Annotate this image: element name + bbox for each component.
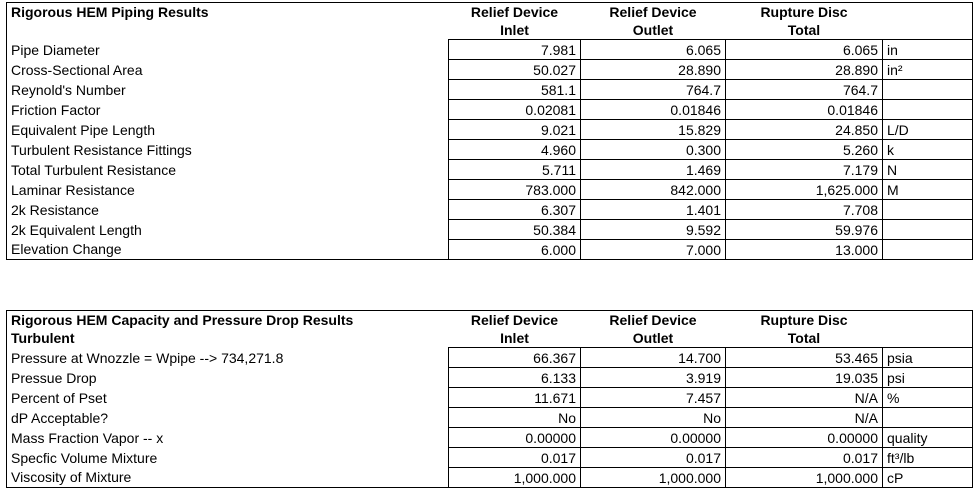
capacity-row-col2-value: No (581, 408, 726, 428)
piping-results-table (6, 2, 973, 260)
capacity-row-col1-value: No (449, 408, 581, 428)
piping-row (7, 40, 973, 60)
capacity-row-label: Pressue Drop (7, 368, 449, 388)
capacity-row (7, 368, 973, 388)
capacity-row (7, 428, 973, 448)
capacity-row (7, 448, 973, 468)
capacity-row-col1-value: 0.00000 (449, 428, 581, 448)
piping-row-label: Laminar Resistance (7, 180, 449, 200)
piping-row-col2-value: 9.592 (581, 220, 726, 240)
capacity-row-col1-value: 0.017 (449, 448, 581, 468)
piping-row-label: 2k Equivalent Length (7, 220, 449, 240)
piping-row-unit: N (883, 160, 973, 180)
piping-row (7, 80, 973, 100)
piping-row-col1-value: 9.021 (449, 120, 581, 140)
capacity-row-col1-value: 11.671 (449, 388, 581, 408)
piping-row-label: 2k Resistance (7, 200, 449, 220)
piping-row-col3-value: 13.000 (726, 240, 883, 260)
piping-row (7, 240, 973, 260)
piping-row-col2-value: 842.000 (581, 180, 726, 200)
piping-row-col1-value: 6.000 (449, 240, 581, 260)
piping-title-spacer (7, 21, 449, 40)
piping-row (7, 160, 973, 180)
piping-row-label: Reynold's Number (7, 80, 449, 100)
piping-row-col2-value: 764.7 (581, 80, 726, 100)
piping-unit-header (883, 3, 973, 22)
piping-row-col1-value: 6.307 (449, 200, 581, 220)
capacity-row-label: Pressure at Wnozzle = Wpipe --> 734,271.8 (7, 348, 449, 368)
piping-row-col3-value: 6.065 (726, 40, 883, 60)
piping-row-col1-value: 4.960 (449, 140, 581, 160)
piping-col2-header: Relief Device (581, 3, 726, 22)
capacity-unit-header (883, 311, 973, 330)
piping-row (7, 200, 973, 220)
capacity-row-col3-value: 0.00000 (726, 428, 883, 448)
capacity-row-unit: psi (883, 368, 973, 388)
piping-row (7, 60, 973, 80)
capacity-row (7, 468, 973, 488)
capacity-rows (7, 348, 973, 488)
capacity-row-col3-value: N/A (726, 388, 883, 408)
piping-row-col2-value: 1.401 (581, 200, 726, 220)
piping-row-col1-value: 50.027 (449, 60, 581, 80)
piping-row-col2-value: 0.300 (581, 140, 726, 160)
piping-row-label: Turbulent Resistance Fittings (7, 140, 449, 160)
piping-row-col2-value: 15.829 (581, 120, 726, 140)
capacity-row-col2-value: 3.919 (581, 368, 726, 388)
capacity-row-label: Mass Fraction Vapor -- x (7, 428, 449, 448)
piping-row-col3-value: 59.976 (726, 220, 883, 240)
capacity-row-label: dP Acceptable? (7, 408, 449, 428)
capacity-results-table (6, 310, 973, 488)
piping-row-unit (883, 220, 973, 240)
piping-row-col2-value: 7.000 (581, 240, 726, 260)
capacity-col3-subheader: Total (787, 330, 821, 346)
piping-rows (7, 40, 973, 260)
piping-col1-subheader: Inlet (500, 22, 529, 38)
piping-row-col2-value: 1.469 (581, 160, 726, 180)
piping-unit-subheader (883, 21, 973, 40)
piping-row-col2-value: 28.890 (581, 60, 726, 80)
capacity-row-col2-value: 14.700 (581, 348, 726, 368)
capacity-row-unit: cP (883, 468, 973, 488)
piping-row-unit (883, 200, 973, 220)
piping-row-col3-value: 24.850 (726, 120, 883, 140)
capacity-subtitle: Turbulent (7, 329, 449, 348)
piping-title: Rigorous HEM Piping Results (7, 3, 449, 22)
piping-col3-subheader: Total (787, 22, 821, 38)
piping-row-label: Friction Factor (7, 100, 449, 120)
piping-header-row-1 (7, 3, 973, 22)
piping-row-col3-value: 0.01846 (726, 100, 883, 120)
capacity-row-col3-value: 53.465 (726, 348, 883, 368)
piping-row-unit: in (883, 40, 973, 60)
piping-row-col1-value: 0.02081 (449, 100, 581, 120)
piping-col1-header: Relief Device (449, 3, 581, 22)
piping-row-label: Equivalent Pipe Length (7, 120, 449, 140)
piping-row-unit: M (883, 180, 973, 200)
piping-row-col2-value: 6.065 (581, 40, 726, 60)
capacity-col3-header: Rupture Disc (726, 311, 883, 330)
piping-row-label: Elevation Change (7, 240, 449, 260)
piping-row-unit (883, 240, 973, 260)
capacity-row-col3-value: N/A (726, 408, 883, 428)
capacity-col2-subheader: Outlet (632, 330, 674, 346)
capacity-col2-header: Relief Device (581, 311, 726, 330)
capacity-row-col3-value: 1,000.000 (726, 468, 883, 488)
capacity-row-col2-value: 7.457 (581, 388, 726, 408)
piping-row-col1-value: 783.000 (449, 180, 581, 200)
capacity-header-row-1 (7, 311, 973, 330)
capacity-row-unit: ft³/lb (883, 448, 973, 468)
capacity-row-unit (883, 408, 973, 428)
capacity-row-label: Percent of Pset (7, 388, 449, 408)
capacity-row-label: Specfic Volume Mixture (7, 448, 449, 468)
capacity-row (7, 408, 973, 428)
piping-row-col3-value: 7.708 (726, 200, 883, 220)
piping-row-col3-value: 764.7 (726, 80, 883, 100)
capacity-row (7, 388, 973, 408)
capacity-unit-subheader (883, 329, 973, 348)
piping-row-unit: k (883, 140, 973, 160)
piping-row-col3-value: 7.179 (726, 160, 883, 180)
capacity-row-col2-value: 0.00000 (581, 428, 726, 448)
piping-row (7, 100, 973, 120)
capacity-row-label: Viscosity of Mixture (7, 468, 449, 488)
piping-row-label: Total Turbulent Resistance (7, 160, 449, 180)
piping-row-col3-value: 1,625.000 (726, 180, 883, 200)
piping-col3-header: Rupture Disc (726, 3, 883, 22)
piping-row-col3-value: 5.260 (726, 140, 883, 160)
capacity-row-col3-value: 19.035 (726, 368, 883, 388)
piping-row-label: Cross-Sectional Area (7, 60, 449, 80)
capacity-row-col3-value: 0.017 (726, 448, 883, 468)
capacity-row-col1-value: 1,000.000 (449, 468, 581, 488)
piping-row (7, 220, 973, 240)
piping-row-unit: in² (883, 60, 973, 80)
capacity-row-unit: % (883, 388, 973, 408)
piping-row-col1-value: 5.711 (449, 160, 581, 180)
capacity-row-col1-value: 6.133 (449, 368, 581, 388)
capacity-row-col2-value: 1,000.000 (581, 468, 726, 488)
piping-row-unit (883, 100, 973, 120)
capacity-row-unit: quality (883, 428, 973, 448)
piping-row-col1-value: 50.384 (449, 220, 581, 240)
piping-row-col1-value: 7.981 (449, 40, 581, 60)
capacity-col1-subheader: Inlet (500, 330, 529, 346)
piping-row-label: Pipe Diameter (7, 40, 449, 60)
capacity-title: Rigorous HEM Capacity and Pressure Drop Results (7, 311, 449, 330)
capacity-row (7, 348, 973, 368)
piping-row (7, 120, 973, 140)
piping-row (7, 180, 973, 200)
piping-row (7, 140, 973, 160)
piping-row-col1-value: 581.1 (449, 80, 581, 100)
piping-header-row-2 (7, 21, 973, 40)
piping-col2-subheader: Outlet (632, 22, 674, 38)
piping-row-col2-value: 0.01846 (581, 100, 726, 120)
capacity-row-col2-value: 0.017 (581, 448, 726, 468)
capacity-row-unit: psia (883, 348, 973, 368)
capacity-row-col1-value: 66.367 (449, 348, 581, 368)
piping-row-unit: L/D (883, 120, 973, 140)
capacity-header-row-2 (7, 329, 973, 348)
piping-row-col3-value: 28.890 (726, 60, 883, 80)
capacity-col1-header: Relief Device (449, 311, 581, 330)
piping-row-unit (883, 80, 973, 100)
